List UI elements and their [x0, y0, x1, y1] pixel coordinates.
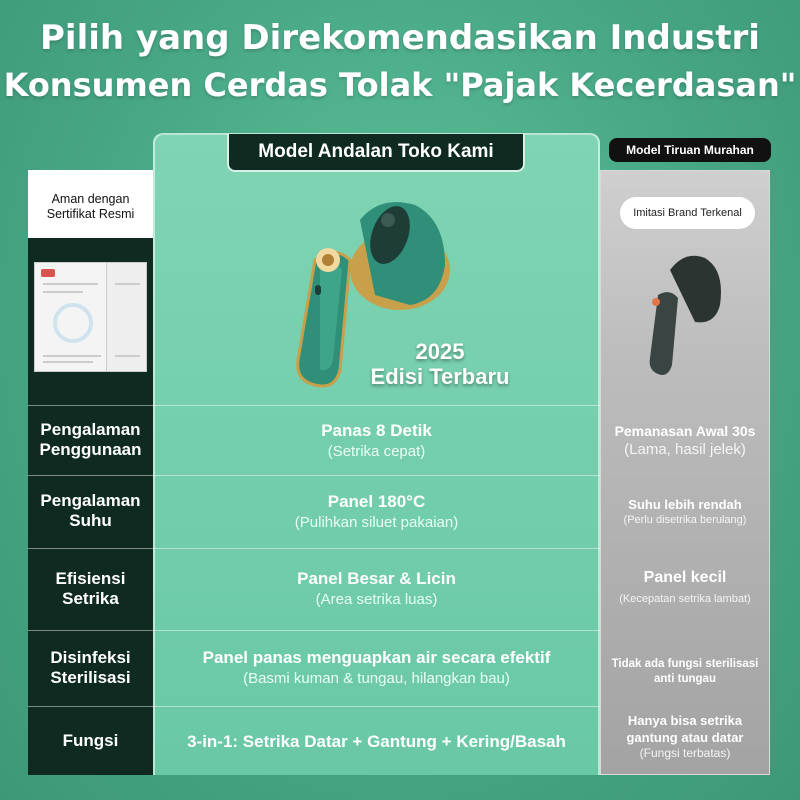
row-label-sterilization: Disinfeksi Sterilisasi [50, 648, 131, 687]
main-row-title: Panel 180°C [327, 492, 426, 511]
edition-year: 2025 [415, 339, 465, 364]
main-row-title: 3-in-1: Setrika Datar + Gantung + Kering/Basah [187, 732, 566, 751]
main-row-title: Panas 8 Detik [321, 421, 432, 440]
certificate-label: Aman dengan Sertifikat Resmi [28, 170, 153, 238]
imitation-row-temperature [600, 497, 770, 526]
imitation-row-subtitle: (Lama, hasil jelek) [624, 441, 746, 458]
imitation-row-title: Panel kecil [643, 569, 727, 586]
main-row-title: Panel panas menguapkan air secara efektif [202, 648, 551, 667]
main-row-subtitle: (Pulihkan siluet pakaian) [294, 514, 459, 531]
main-row-sterilization [155, 648, 598, 687]
main-row-temperature [155, 492, 598, 531]
main-row-function [155, 732, 598, 752]
imitation-row-function [600, 712, 770, 760]
imitation-badge: Imitasi Brand Terkenal [620, 197, 755, 229]
imitation-row-sterilization [600, 657, 770, 687]
row-label-usage: Pengalaman Penggunaan [39, 420, 142, 459]
imitation-row-title: Pemanasan Awal 30s [614, 423, 756, 439]
imitation-row-subtitle: (Perlu disetrika berulang) [623, 514, 747, 526]
row-label-temperature: Pengalaman Suhu [40, 491, 141, 530]
row-label-function: Fungsi [62, 731, 119, 750]
imitation-row-usage [600, 423, 770, 458]
main-column-tab: Model Andalan Toko Kami [227, 134, 525, 172]
certificate-document-image [106, 262, 147, 372]
imitation-row-title: Tidak ada fungsi sterilisasi anti tungau [611, 658, 759, 685]
headline-line-2: Konsumen Cerdas Tolak "Pajak Kecerdasan" [3, 66, 797, 104]
main-row-title: Panel Besar & Licin [297, 569, 456, 588]
imitation-row-title: Suhu lebih rendah [628, 497, 742, 512]
certificate-logo [41, 269, 55, 277]
imitation-iron-image [640, 250, 730, 380]
row-label-efficiency: Efisiensi Setrika [55, 569, 126, 608]
imitation-row-subtitle: (Fungsi terbatas) [639, 746, 731, 760]
main-row-subtitle: (Setrika cepat) [327, 443, 426, 460]
edition-label: Edisi Terbaru [370, 364, 510, 389]
imitation-column-tab: Model Tiruan Murahan [609, 138, 771, 162]
left-label-column [28, 170, 153, 775]
edition-badge [360, 340, 520, 390]
headline-line-1: Pilih yang Direkomendasikan Industri [40, 18, 760, 58]
imitation-row-efficiency [600, 569, 770, 605]
imitation-row-title: Hanya bisa setrika gantung atau datar [626, 713, 744, 745]
certificate-document-image [34, 262, 110, 372]
main-row-subtitle: (Basmi kuman & tungau, hilangkan bau) [243, 670, 510, 687]
imitation-row-subtitle: (Kecepatan setrika lambat) [619, 593, 751, 605]
main-row-efficiency [155, 569, 598, 608]
main-row-usage [155, 421, 598, 460]
certificate-documents [34, 262, 147, 372]
main-row-subtitle: (Area setrika luas) [315, 591, 438, 608]
